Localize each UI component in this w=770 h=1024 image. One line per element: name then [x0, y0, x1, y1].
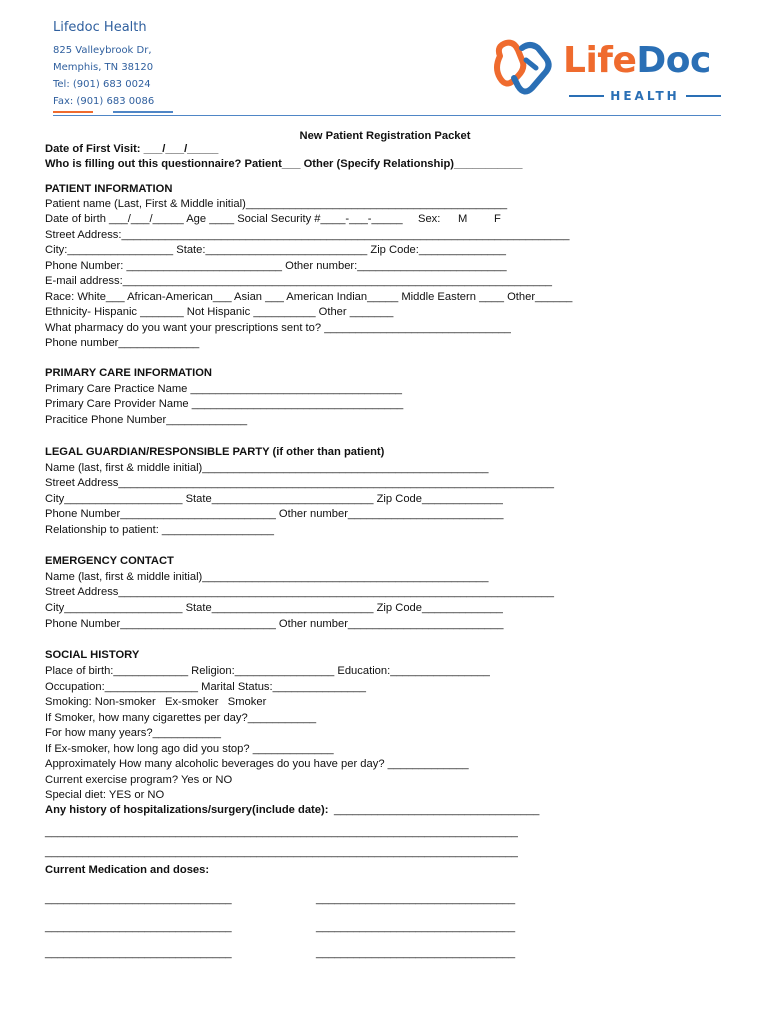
- medication-left-1[interactable]: ______________________________: [45, 893, 232, 905]
- logo-mark-icon: [492, 38, 556, 98]
- hospitalization-blank[interactable]: _________________________________: [334, 804, 540, 816]
- guardian-street-field[interactable]: Street Address______________________________________________________________________: [45, 477, 554, 489]
- primary-provider-field[interactable]: Primary Care Provider Name __________________________________: [45, 398, 404, 410]
- email-field[interactable]: E-mail address:_____________________________________________________________________: [45, 275, 553, 287]
- pharmacy-phone-field[interactable]: Phone number_____________: [45, 337, 200, 349]
- orange-accent-rule: [53, 111, 93, 113]
- letterhead-address: [53, 20, 154, 110]
- city-state-zip-field[interactable]: City:_________________ State:__________________________ Zip Code:______________: [45, 244, 506, 256]
- birth-religion-education-field[interactable]: Place of birth:____________ Religion:________________ Education:________________: [45, 665, 490, 677]
- logo-left-bar: [569, 95, 604, 97]
- race-field[interactable]: Race: White___ African-American___ Asian ___ American Indian_____ Middle Eastern ____ Other______: [45, 291, 573, 303]
- street-address-field[interactable]: Street Address:________________________________________________________________________: [45, 229, 570, 241]
- hospitalization-line-2[interactable]: ____________________________________________________________________________: [45, 846, 518, 858]
- guardian-name-field[interactable]: Name (last, first & middle initial)______________________________________________: [45, 462, 489, 474]
- pharmacy-field[interactable]: What pharmacy do you want your prescriptions sent to? ______________________________: [45, 322, 511, 334]
- logo-sub-text: HEALTH: [610, 89, 680, 103]
- logo-right-bar: [686, 95, 721, 97]
- medication-left-2[interactable]: ______________________________: [45, 921, 232, 933]
- emergency-street-field[interactable]: Street Address______________________________________________________________________: [45, 586, 554, 598]
- emergency-name-field[interactable]: Name (last, first & middle initial)______________________________________________: [45, 571, 489, 583]
- sex-option-f[interactable]: F: [494, 213, 501, 225]
- guardian-relationship-field[interactable]: Relationship to patient: __________________: [45, 524, 274, 536]
- address-street: 825 Valleybrook Dr,: [53, 45, 152, 56]
- logo-word-life: Life: [563, 40, 637, 81]
- medication-right-3[interactable]: ________________________________: [316, 947, 516, 959]
- special-diet-field[interactable]: Special diet: YES or NO: [45, 789, 165, 801]
- section-heading-primary-care: PRIMARY CARE INFORMATION: [45, 367, 212, 379]
- smoking-years-field[interactable]: For how many years?___________: [45, 727, 222, 739]
- medication-heading: Current Medication and doses:: [45, 864, 210, 876]
- smoking-status-field[interactable]: Smoking: Non-smoker Ex-smoker Smoker: [45, 696, 267, 708]
- section-heading-emergency: EMERGENCY CONTACT: [45, 555, 174, 567]
- alcohol-field[interactable]: Approximately How many alcoholic beverages do you have per day? _____________: [45, 758, 469, 770]
- org-name: Lifedoc Health: [53, 20, 147, 35]
- hospitalization-line-1[interactable]: ____________________________________________________________________________: [45, 826, 518, 838]
- address-fax: Fax: (901) 683 0086: [53, 96, 155, 107]
- ex-smoker-field[interactable]: If Ex-smoker, how long ago did you stop? _____________: [45, 743, 334, 755]
- form-title: New Patient Registration Packet: [299, 130, 471, 142]
- section-heading-social: SOCIAL HISTORY: [45, 649, 140, 661]
- hospitalization-label: Any history of hospitalizations/surgery(include date):: [45, 804, 329, 816]
- ethnicity-field[interactable]: Ethnicity- Hispanic _______ Not Hispanic __________ Other _______: [45, 306, 394, 318]
- section-heading-guardian: LEGAL GUARDIAN/RESPONSIBLE PARTY (if other than patient): [45, 446, 385, 458]
- address-city: Memphis, TN 38120: [53, 62, 154, 73]
- section-heading-patient: PATIENT INFORMATION: [45, 183, 173, 195]
- logo-word-doc: Doc: [636, 40, 711, 81]
- practice-phone-field[interactable]: Pracitice Phone Number_____________: [45, 414, 248, 426]
- logo-subtitle: [569, 88, 721, 104]
- patient-name-field[interactable]: Patient name (Last, First & Middle initial)__________________________________________: [45, 198, 508, 210]
- sex-label: Sex:: [418, 213, 441, 225]
- sex-option-m[interactable]: M: [458, 213, 468, 225]
- address-tel: Tel: (901) 683 0024: [53, 79, 151, 90]
- blue-accent-rule: [113, 111, 173, 113]
- medication-right-1[interactable]: ________________________________: [316, 893, 516, 905]
- questionnaire-filler-field[interactable]: Who is filling out this questionnaire? Patient___ Other (Specify Relationship)___________: [45, 158, 523, 170]
- medication-right-2[interactable]: ________________________________: [316, 921, 516, 933]
- guardian-phone-field[interactable]: Phone Number_________________________ Other number_________________________: [45, 508, 504, 520]
- header-divider: [53, 115, 721, 116]
- emergency-city-field[interactable]: City___________________ State__________________________ Zip Code_____________: [45, 602, 503, 614]
- dob-age-ssn-field[interactable]: Date of birth ___/___/_____ Age ____ Social Security #____-___-_____: [45, 213, 403, 225]
- phone-numbers-field[interactable]: Phone Number: _________________________ Other number:________________________: [45, 260, 507, 272]
- cigarettes-per-day-field[interactable]: If Smoker, how many cigarettes per day?___________: [45, 712, 317, 724]
- occupation-marital-field[interactable]: Occupation:_______________ Marital Status:_______________: [45, 681, 366, 693]
- primary-practice-field[interactable]: Primary Care Practice Name __________________________________: [45, 383, 403, 395]
- medication-left-3[interactable]: ______________________________: [45, 947, 232, 959]
- logo-wordmark: [563, 40, 711, 81]
- emergency-phone-field[interactable]: Phone Number_________________________ Other number_________________________: [45, 618, 504, 630]
- guardian-city-field[interactable]: City___________________ State__________________________ Zip Code_____________: [45, 493, 503, 505]
- exercise-field[interactable]: Current exercise program? Yes or NO: [45, 774, 233, 786]
- lifedoc-logo: [492, 38, 722, 108]
- first-visit-field[interactable]: Date of First Visit: ___/___/_____: [45, 143, 219, 155]
